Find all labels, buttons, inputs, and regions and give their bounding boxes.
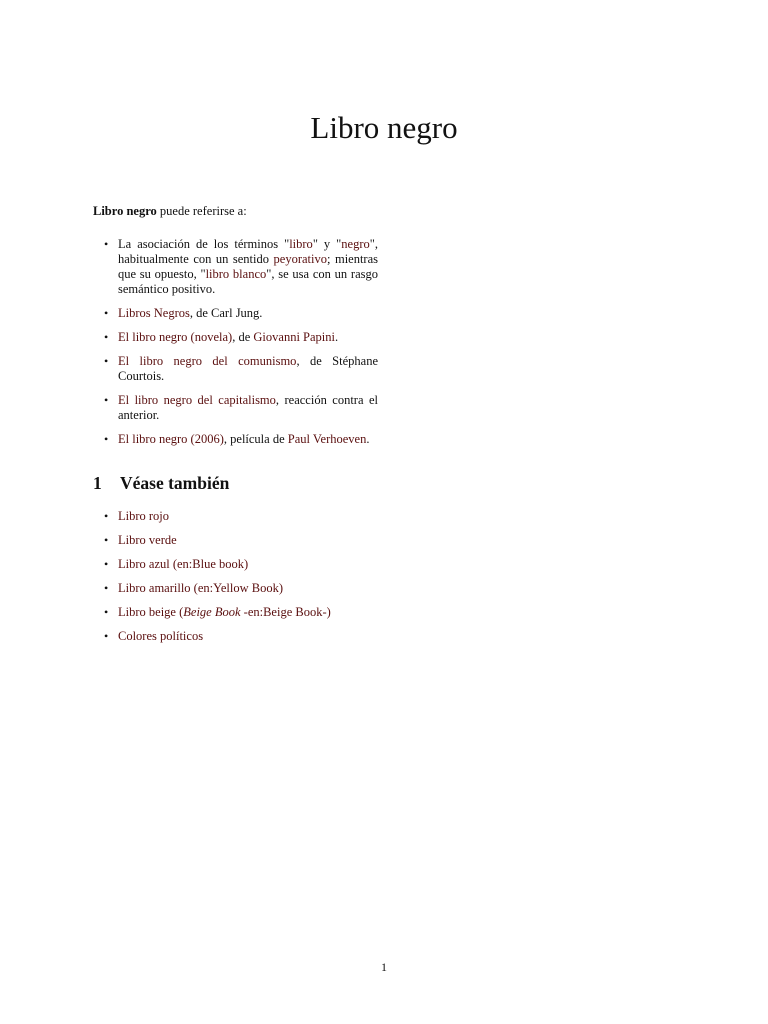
bullet-icon: • <box>104 237 109 251</box>
list-item: • El libro negro (2006), película de Paul Verhoeven. <box>104 432 370 446</box>
page-title: Libro negro <box>310 110 458 145</box>
link-libro-negro-capitalismo[interactable]: El libro negro del capitalismo <box>118 393 276 407</box>
link-libro-beige[interactable]: Libro beige (Beige Book -en:Beige Book-) <box>118 605 331 619</box>
intro-text: puede referirse a: <box>156 204 247 218</box>
bullet-icon: • <box>104 330 109 344</box>
link-giovanni-papini[interactable]: Giovanni Papini <box>253 330 335 344</box>
link-libro-negro-comunismo[interactable]: El libro negro del comunismo <box>118 354 297 368</box>
list-item <box>104 509 378 524</box>
list-item <box>104 581 378 596</box>
list-item: • La asociación de los términos "libro" y "negro", habitualmente con un sentido peyorativo; mientras que su opuesto, "libro blanco", se usa con un rasgo semántico positivo. <box>104 237 379 296</box>
list-item: • El libro negro del capitalismo, reacción contra el anterior. <box>104 393 378 422</box>
link-libro-rojo[interactable]: Libro rojo <box>118 509 170 523</box>
see-also-list <box>104 509 378 653</box>
bullet-icon: • <box>104 533 109 547</box>
list-item <box>104 605 378 620</box>
bullet-icon: • <box>104 432 109 446</box>
bullet-icon: • <box>104 629 109 643</box>
link-colores-politicos[interactable]: Colores políticos <box>118 629 204 643</box>
link-libros-negros[interactable]: Libros Negros <box>118 306 190 320</box>
section-heading <box>93 472 229 494</box>
bullet-icon: • <box>104 354 109 368</box>
link-libro[interactable]: libro <box>289 237 313 251</box>
bullet-icon: • <box>104 581 109 595</box>
link-libro-amarillo[interactable]: Libro amarillo (en:Yellow Book) <box>118 581 284 595</box>
list-item: • Libros Negros, de Carl Jung. <box>104 306 263 320</box>
intro-paragraph <box>93 203 393 219</box>
bullet-icon: • <box>104 393 109 407</box>
link-paul-verhoeven[interactable]: Paul Verhoeven <box>287 432 367 446</box>
bullet-icon: • <box>104 557 109 571</box>
page-number: 1 <box>381 960 387 974</box>
list-item <box>104 629 378 644</box>
beige-book-italic: Beige Book <box>183 605 241 619</box>
bullet-icon: • <box>104 605 109 619</box>
meanings-list <box>104 237 378 456</box>
intro-term: Libro negro <box>93 204 157 218</box>
list-item: • El libro negro del comunismo, de Stéphane Courtois. <box>104 354 379 383</box>
list-item <box>104 557 378 572</box>
link-negro[interactable]: negro <box>341 237 370 251</box>
list-item: • El libro negro (novela), de Giovanni Papini. <box>104 330 339 344</box>
bullet-icon: • <box>104 509 109 523</box>
section-number: 1 <box>93 473 102 493</box>
link-libro-blanco[interactable]: libro blanco <box>205 267 267 281</box>
bullet-icon: • <box>104 306 109 320</box>
section-title: Véase también <box>120 473 230 493</box>
link-libro-negro-novela[interactable]: El libro negro (novela) <box>118 330 233 344</box>
link-libro-negro-2006[interactable]: El libro negro (2006) <box>118 432 224 446</box>
link-libro-azul[interactable]: Libro azul (en:Blue book) <box>118 557 249 571</box>
list-item <box>104 533 378 548</box>
link-libro-verde[interactable]: Libro verde <box>118 533 177 547</box>
link-peyorativo[interactable]: peyorativo <box>273 252 327 266</box>
